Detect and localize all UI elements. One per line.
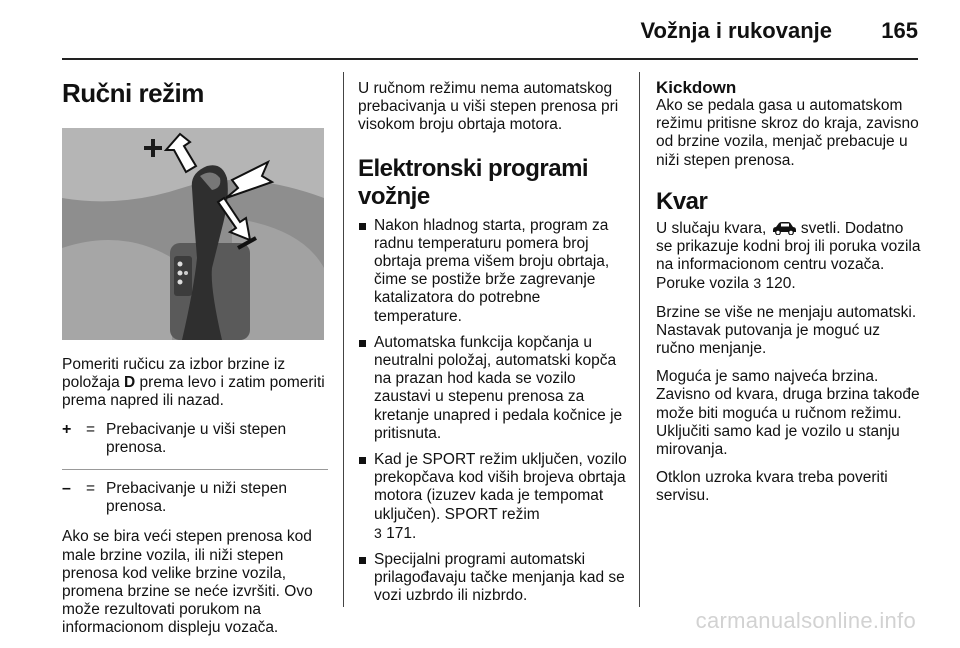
cross-reference-icon: 3 — [753, 275, 762, 292]
manual-mode-intro: U ručnom režimu nema automatskog prebacivanja u viši stepen prenosa pri visokom broju obrtaja motora. — [358, 80, 619, 134]
list-item: Nakon hladnog starta, program za radnu temperaturu pomera broj obrtaja prema višem broju obrtaja, čime se postiže brže zagrevanje katalizatora do potrebne temperature. — [358, 217, 628, 326]
list-item: Kad je SPORT režim uključen, vozilo prekopčava kod viših brojeva obrtaja motora (izuzev kada je tempomat uključen). SPORT režim 3 171. — [358, 451, 628, 543]
right-column — [656, 78, 922, 516]
list-item: Specijalni programi automatski prilagođavaju tačke menjanja kad se vozi uzbrdo ili nizbrdo. — [358, 551, 628, 606]
list-item: Automatska funkcija kopčanja u neutralni položaj, automatski kopča na prazan hod kada se vozilo zaustavi u stepenu prenosa za kretanje unapred i pedala kočnice je pritisnuta. — [358, 334, 628, 443]
definition-separator — [62, 469, 328, 470]
fault-paragraph: Moguća je samo najveća brzina. Zavisno od kvara, druga brzina takođe može biti moguća u ručnom režimu. Uključiti samo kad je vozilo u stanju mirovanja. — [656, 368, 920, 459]
section-title: Vožnja i rukovanje — [640, 18, 832, 43]
left-column — [62, 78, 328, 648]
gear-selector-photo — [62, 128, 324, 340]
program-list — [358, 217, 628, 606]
fault-paragraph: U slučaju kvara, svetli. Dodatno se prikazuje kodni broj ili poruka vozila na informacionom centru vozača. Poruke vozila 3 120. — [656, 219, 921, 293]
page-reference[interactable]: 120. — [765, 275, 796, 293]
electronic-programs-heading: Elektronski programi vožnje — [358, 154, 589, 210]
definition-upshift: + = Prebacivanje u viši stepen prenosa. — [62, 420, 287, 456]
fault-paragraph: Brzine se više ne menjaju automatski. Nastavak putovanja je moguć uz ručno menjanje. — [656, 303, 917, 358]
header-rule — [62, 58, 918, 60]
shift-note: Ako se bira veći stepen prenosa kod male brzine vozila, ili niži stepen prenosa kod velike brzine vozila, promena brzine se neće izvršiti. Ovo može rezultovati porukom na informacionom displeju vozača. — [62, 528, 313, 637]
plus-icon: + — [62, 420, 72, 438]
page-number: 165 — [881, 18, 918, 43]
kickdown-heading: Kickdown — [656, 78, 737, 97]
definition-downshift: – = Prebacivanje u niži stepen prenosa. — [62, 480, 287, 516]
manual-mode-heading: Ručni režim — [62, 78, 204, 108]
minus-icon: – — [62, 480, 71, 498]
watermark: carmanualsonline.info — [695, 608, 916, 633]
kickdown-text: Ako se pedala gasa u automatskom režimu pritisne skroz do kraja, zavisno od brzine vozila, menjač prebacuje u niži stepen prenosa. — [656, 97, 919, 169]
cross-reference-icon: 3 — [374, 524, 382, 541]
fault-paragraph: Otklon uzroka kvara treba poveriti servisu. — [656, 469, 888, 505]
instruction-text: Pomeriti ručicu za izbor brzine iz položaja D prema levo i zatim pomeriti prema napred ili nazad. — [62, 356, 325, 410]
car-warning-icon — [771, 221, 797, 235]
column-divider-right — [639, 72, 640, 607]
page-reference[interactable]: 171. — [386, 524, 417, 542]
column-divider-left — [343, 72, 344, 607]
fault-heading: Kvar — [656, 187, 708, 215]
middle-column — [358, 80, 628, 614]
